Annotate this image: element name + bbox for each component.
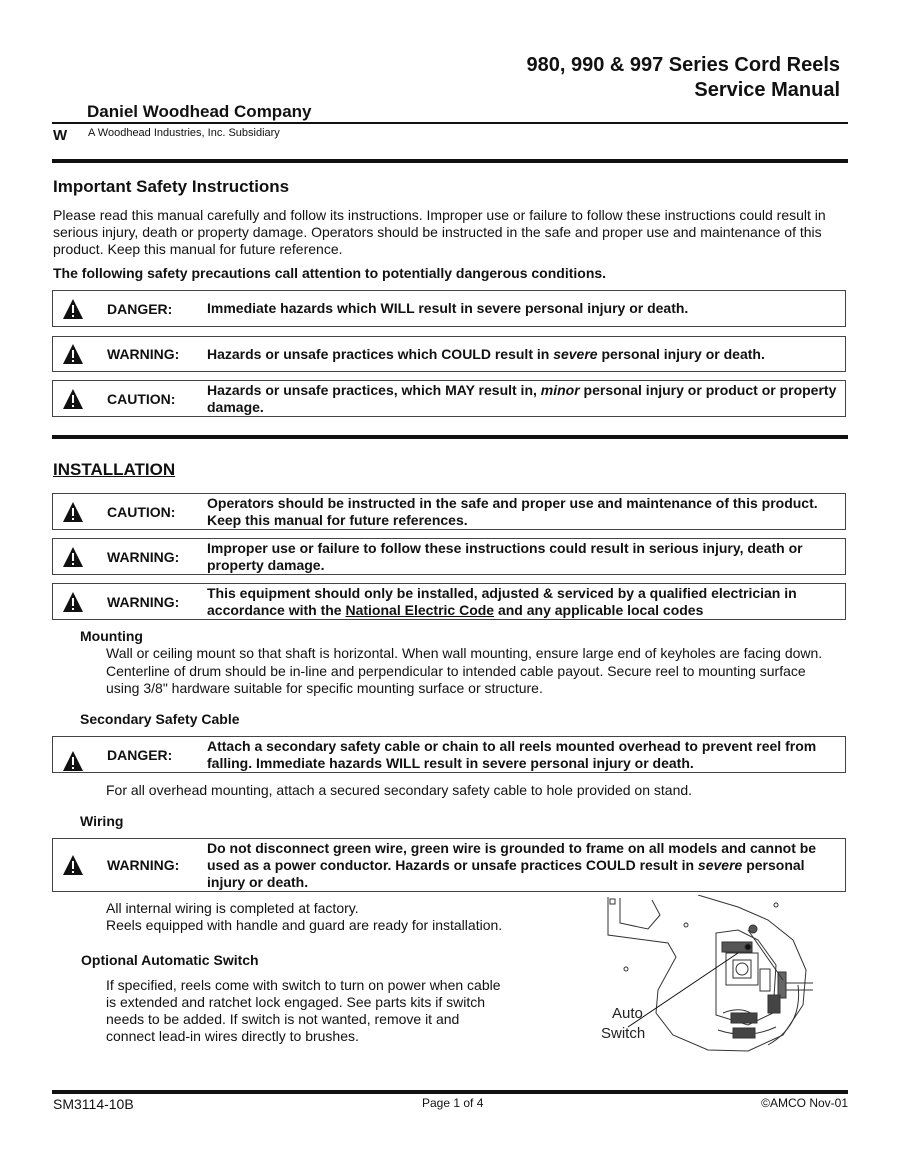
warning-text-a: Hazards or unsafe practices which COULD result in <box>207 345 554 362</box>
secondary-cable-text: For all overhead mounting, attach a secured secondary safety cable to hole provided on stand. <box>106 782 693 798</box>
electrician-text-b: and any applicable local codes <box>494 601 704 618</box>
warning-triangle-icon <box>53 591 93 613</box>
install-caution-box <box>52 493 846 530</box>
wiring-text-em: severe <box>697 856 743 873</box>
company-name: Daniel Woodhead Company <box>87 102 312 121</box>
auto-switch-diagram <box>598 895 813 1060</box>
secondary-cable-danger-text: Attach a secondary safety cable or chain to all reels mounted overhead to prevent reel from falling. Immediate hazards WILL result in severe personal injury or death. <box>207 737 817 771</box>
safety-heading: Important Safety Instructions <box>53 177 290 196</box>
danger-text: Immediate hazards which WILL result in severe personal injury or death. <box>207 300 689 316</box>
wiring-warning-box <box>52 838 846 892</box>
document-subtitle: Service Manual <box>694 79 840 101</box>
subsidiary-text: A Woodhead Industries, Inc. Subsidiary <box>88 127 280 139</box>
safety-intro: Please read this manual carefully and follow its instructions. Improper use or failure to follow these instructions could result in serious injury, death or property damage. Operators should be instructed in the safe and proper use and maintenance of this product. Keep this manual for future reference. <box>53 207 826 257</box>
caution-text-a: Hazards or unsafe practices, which MAY result in, <box>207 381 541 398</box>
warning-box <box>52 336 846 372</box>
danger-box <box>52 290 846 327</box>
warning-triangle-icon <box>53 501 93 523</box>
caution-text-em: minor <box>540 381 580 398</box>
mounting-heading: Mounting <box>80 628 143 644</box>
warning-triangle-icon <box>53 854 93 876</box>
caution-text <box>207 382 845 416</box>
auto-switch-line-2: is extended and ratchet lock engaged. See parts kits if switch <box>106 994 485 1010</box>
mounting-text: Wall or ceiling mount so that shaft is horizontal. When wall mounting, ensure large end of keyholes are facing down. Centerline of drum should be in-line and perpendicular to intended cable payout. Secure reel to mounting surface using 3/8" hardware suitable for specific mounting surface or structure. <box>106 645 823 696</box>
wiring-line-2: Reels equipped with handle and guard are ready for installation. <box>106 917 503 933</box>
danger-label: DANGER: <box>107 300 173 317</box>
warning-triangle-icon <box>53 343 93 365</box>
warning-triangle-icon <box>53 750 93 772</box>
electrician-warning-text <box>207 585 845 619</box>
warning-text-b: personal injury or death. <box>597 345 765 362</box>
wiring-text-b: personal injury or death. <box>207 856 805 890</box>
electrician-warning-label: WARNING: <box>107 593 180 610</box>
auto-switch-line-1: If specified, reels come with switch to turn on power when cable <box>106 977 501 993</box>
diagram-caption-switch: Switch <box>601 1025 646 1042</box>
installation-heading: INSTALLATION <box>53 460 176 479</box>
woodhead-logo-icon: W <box>53 127 67 144</box>
national-electric-code-link[interactable]: National Electric Code <box>345 601 495 618</box>
secondary-cable-danger-label: DANGER: <box>107 746 173 763</box>
doc-number: SM3114-10B <box>53 1096 134 1112</box>
secondary-cable-heading: Secondary Safety Cable <box>80 711 240 727</box>
auto-switch-line-3: needs to be added. If switch is not wanted, remove it and <box>106 1011 460 1027</box>
auto-switch-heading: Optional Automatic Switch <box>81 952 259 968</box>
warning-triangle-icon <box>53 546 93 568</box>
secondary-cable-danger-box <box>52 736 846 773</box>
install-warning-label: WARNING: <box>107 548 180 565</box>
page-number: Page 1 of 4 <box>422 1096 484 1110</box>
header-rule <box>52 122 848 124</box>
install-caution-label: CAUTION: <box>107 503 176 520</box>
diagram-caption-auto: Auto <box>612 1005 643 1022</box>
warning-text <box>207 346 845 363</box>
wiring-line-1: All internal wiring is completed at factory. <box>106 900 359 916</box>
wiring-text-a: Do not disconnect green wire, green wire is grounded to frame on all models and cannot be used as a power conductor. Hazards or unsafe practices COULD result in <box>207 839 817 873</box>
wiring-warning-text <box>207 840 845 891</box>
warning-text-em: severe <box>553 345 598 362</box>
section-divider <box>52 435 848 439</box>
install-caution-text: Operators should be instructed in the safe and proper use and maintenance of this product. Keep this manual for future references. <box>207 494 818 528</box>
footer-rule <box>52 1090 848 1094</box>
electrician-text-a: This equipment should only be installed, adjusted & serviced by a qualified electrician in accordance with the <box>207 584 797 618</box>
caution-text-b: personal injury or product or property damage. <box>207 381 837 415</box>
warning-triangle-icon <box>53 388 93 410</box>
header-divider <box>52 159 848 163</box>
wiring-heading: Wiring <box>80 813 124 829</box>
copyright: ©AMCO Nov-01 <box>761 1096 848 1110</box>
caution-label: CAUTION: <box>107 390 176 407</box>
electrician-warning-box <box>52 583 846 620</box>
document-title: 980, 990 & 997 Series Cord Reels <box>526 54 840 76</box>
wiring-warning-label: WARNING: <box>107 857 180 873</box>
warning-label: WARNING: <box>107 346 180 362</box>
install-warning-box <box>52 538 846 575</box>
precautions-note: The following safety precautions call attention to potentially dangerous conditions. <box>53 265 607 281</box>
caution-box <box>52 380 846 417</box>
auto-switch-line-4: connect lead-in wires directly to brushes. <box>106 1028 359 1044</box>
install-warning-text: Improper use or failure to follow these instructions could result in serious injury, death or property damage. <box>207 539 803 573</box>
warning-triangle-icon <box>53 298 93 320</box>
